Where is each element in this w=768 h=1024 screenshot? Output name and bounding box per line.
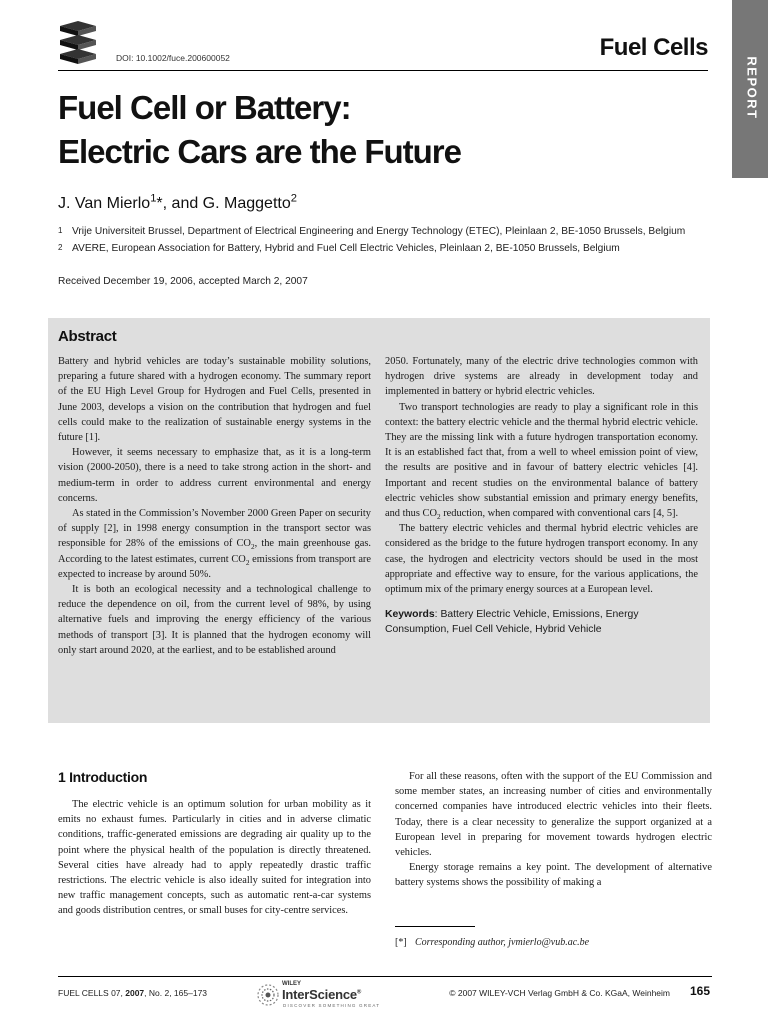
footnote-divider (395, 926, 475, 927)
interscience-tagline: DISCOVER SOMETHING GREAT (283, 1003, 381, 1008)
abstract-heading: Abstract (58, 328, 117, 345)
abstract-paragraph: 2050. Fortunately, many of the electric drive technologies common with hydrogen drive systems are already in development today and implemented in battery or hybrid electric vehicles. (385, 356, 698, 398)
intro-column-right (395, 769, 712, 891)
keywords-list: : Battery Electric Vehicle, Emissions, Energy Consumption, Fuel Cell Vehicle, Hybrid Vehicle (385, 609, 639, 636)
journal-logo-icon (58, 20, 98, 66)
author-1: J. Van Mierlo (58, 195, 151, 212)
footer-divider (58, 976, 712, 977)
interscience-wordmark: InterScience® (282, 987, 362, 1002)
journal-name: Fuel Cells (599, 34, 708, 61)
keywords (385, 607, 698, 637)
affiliation-2-number: 2 (58, 243, 63, 252)
author-2-affiliation: 2 (290, 192, 297, 205)
affiliation-2 (58, 243, 718, 254)
abstract-paragraph: It is both an ecological necessity and a technological challenge to reduce the dependence on oil, from the current level of 98%, by using alternative fuels and improving the energy efficiency of the various methods of transport [3]. It is planned that the hydrogen economy will only start around 2020, at the earliest, and to be established around (58, 584, 371, 656)
copyright-line: © 2007 WILEY-VCH Verlag GmbH & Co. KGaA, Weinheim (449, 988, 670, 998)
footnote-mark: [*] (395, 937, 407, 948)
affiliation-1 (58, 226, 718, 237)
doi-text: DOI: 10.1002/fuce.200600052 (116, 53, 230, 63)
abstract-paragraph: Battery and hybrid vehicles are today’s sustainable mobility solutions, preparing a future shared with a hydrogen economy. The summary report of the EU High Level Group for Hydrogen and Fuel Cells, presented in June 2003, develops a vision on the contribution that hydrogen and fuel cells could make to the realization of sustainable energy systems in the future [1]. (58, 356, 371, 444)
citation-line: FUEL CELLS 07, 2007, No. 2, 165–173 (58, 988, 208, 998)
wiley-wordmark: WILEY (282, 981, 301, 987)
author-1-affiliation: 1 (150, 192, 157, 205)
author-line (58, 192, 297, 213)
author-separator: *, and G. Maggetto (156, 195, 291, 212)
abstract-paragraph: The battery electric vehicles and thermal hybrid electric vehicles are considered as the bridge to the future hydrogen transport economy. In any case, the hydrogen and electricity vectors should be used in the most appropriate and effective way to ensure, for the various applications, the optimum mix of the primary energy sources at a European level. (385, 523, 698, 596)
received-dates: Received December 19, 2006, accepted March 2, 2007 (58, 276, 308, 287)
keywords-label: Keywords (385, 609, 435, 621)
footnote-text: Corresponding author, jvmierlo@vub.ac.be (415, 937, 590, 948)
affiliation-1-number: 1 (58, 226, 63, 235)
section-tab (732, 0, 768, 178)
intro-paragraph: For all these reasons, often with the support of the EU Commission and some member states, an increasing number of cities and environmentally concerned companies have introduced electric vehicles into their fleets. Today, there is a clear necessity to generalize the support organized at a European level in preparing for movement towards hydrogen electric vehicles. (395, 771, 712, 859)
abstract-paragraph: However, it seems necessary to emphasize that, as it is a long-term vision (2000-2050), there is a need to take strong action in the short- and medium-term in order to address current environmental and energy concerns. (58, 447, 371, 504)
affiliation-1-text: Vrije Universiteit Brussel, Department of Electrical Engineering and Energy Technology (ETEC), Pleinlaan 2, BE-1050 Brussels, Belgium (72, 226, 686, 237)
intro-paragraph: The electric vehicle is an optimum solution for urban mobility as it emits no exhaust fumes. Particularly in cities and in adverse climatic conditions, traffic-generated emissions are degrading air quality up to the point where the physical health of the population is directly threatened. Several cities have already had to apply repeatedly drastic traffic restrictions. The electric vehicle is also ideally suited for integration into new traffic management concepts, such as automatic rent-a-car systems and goods distribution centres, or small buses for city-centre services. (58, 799, 371, 917)
page-number: 165 (690, 984, 711, 998)
header-divider (58, 70, 708, 71)
intro-column-left (58, 797, 371, 919)
abstract-column-right (385, 354, 698, 638)
abstract-column-left (58, 354, 371, 658)
intro-paragraph: Energy storage remains a key point. The development of alternative battery systems shows the possibility of making a (395, 862, 712, 889)
title-line-1: Fuel Cell or Battery: (58, 89, 351, 126)
abstract-paragraph: Two transport technologies are ready to play a significant role in this context: the battery electric vehicle and the thermal hybrid electric vehicle. They are the missing link with a future hydrogen transportation economy. It is an established fact that, from a well to wheel emission point of view, the results are positive and in favour of battery electric vehicles [4]. Important and recent studies on the environmental balance of battery electric vehicles show substantial emission and primary energy benefits, and thus $CO_2$ reduction, when compared with conventional cars [4, 5]. (385, 401, 698, 522)
footnote (395, 937, 589, 948)
article-title (58, 86, 718, 174)
title-line-2: Electric Cars are the Future (58, 133, 461, 170)
affiliation-2-text: AVERE, European Association for Battery, Hybrid and Fuel Cell Electric Vehicles, Pleinlaan 2, BE-1050 Brussels, Belgium (72, 243, 620, 254)
abstract-paragraph: As stated in the Commission’s November 2000 Green Paper on security of supply [2], in 1998 energy consumption in the transport sector was responsible for 28% of the emissions of $CO_2$, the main greenhouse gas. According to the latest estimates, current $CO_2$ emissions from transport are expected to increase by around 50%. (58, 508, 372, 580)
section-tab-label: REPORT (744, 56, 760, 120)
section-heading-introduction: 1 Introduction (58, 769, 148, 785)
